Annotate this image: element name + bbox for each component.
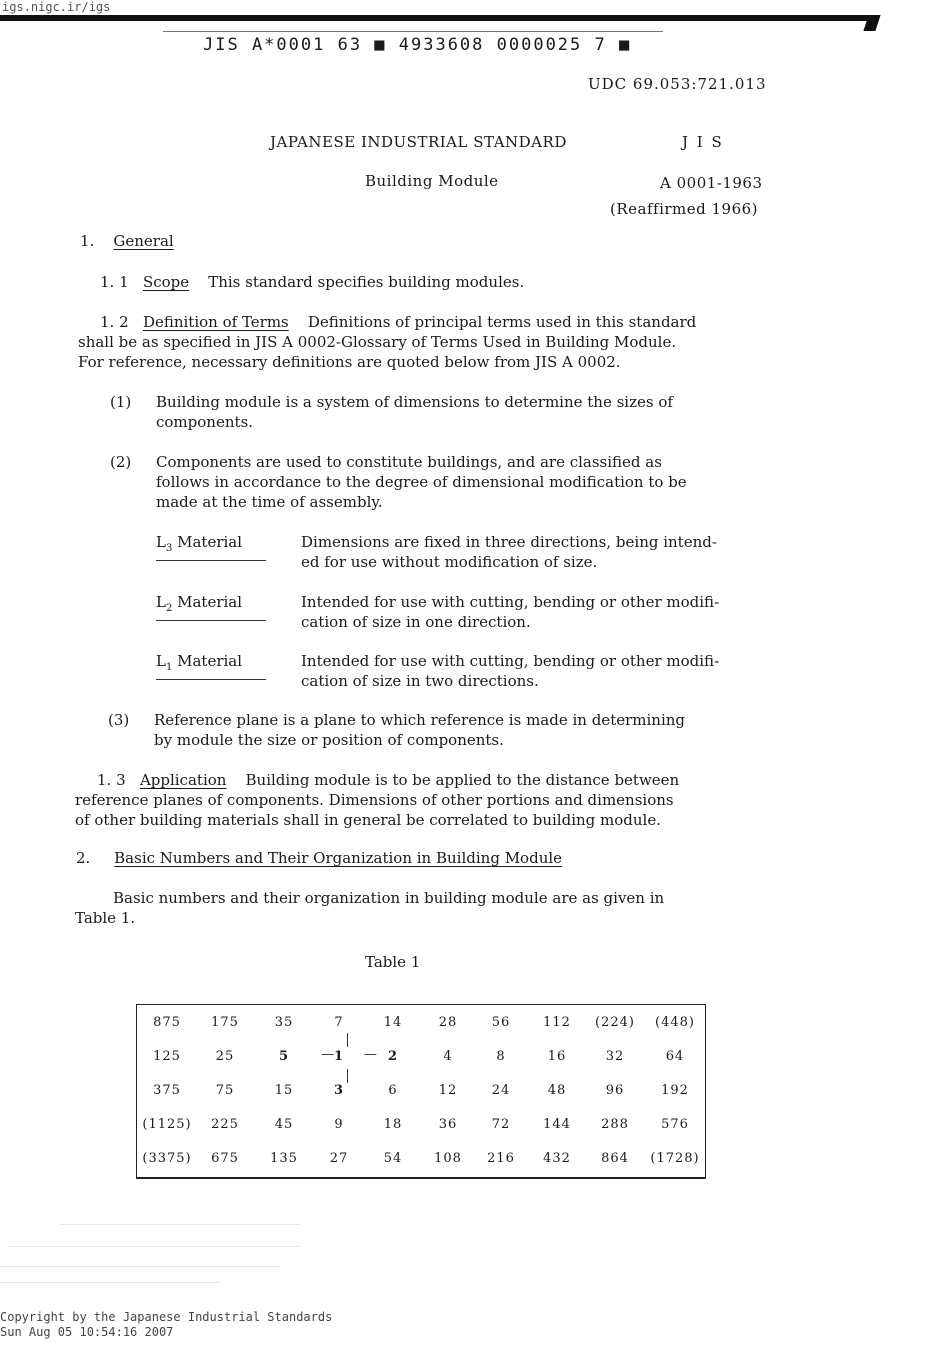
table-cell: 9 [334,1116,344,1132]
definition-1-number: (1) [110,393,132,411]
subsection-1-2-line-3: For reference, necessary definitions are quoted below from JIS A 0002. [78,353,621,371]
subsection-1-2-line-1: Definitions of principal terms used in this standard [307,313,697,331]
table-cell: 45 [274,1116,294,1132]
table-cell: 16 [547,1048,567,1064]
jis-mark: J I S [682,133,724,151]
definition-3-line-2: by module the size or position of components. [154,731,504,749]
material-l3-label: $L_3$ Material [156,532,266,561]
table-cell: (448) [655,1014,695,1030]
subsection-1-3-line-2: reference planes of components. Dimensions of other portions and dimensions [75,791,674,809]
table-cell: 27 [329,1150,349,1166]
table-cell: 144 [543,1116,571,1132]
source-url: igs.nigc.ir/igs [2,0,111,14]
definition-1 [110,392,800,432]
definition-2-line-2: follows in accordance to the degree of dimensional modification to be [156,473,687,491]
definition-2 [110,452,800,512]
table-row [137,1107,705,1141]
material-l2 [156,592,806,632]
subsection-1-3 [75,770,800,830]
material-l1-label: $L_1$ Material [156,651,266,680]
subsection-1-3-number: 1. 3 [97,771,126,789]
section-1-title: General [113,232,174,250]
table-cell: 216 [487,1150,515,1166]
subsection-1-2-title: Definition of Terms [142,313,289,331]
definition-2-line-3: made at the time of assembly. [156,493,383,511]
table-cell: 15 [274,1082,294,1098]
table-cell: 96 [605,1082,625,1098]
definition-2-number: (2) [110,453,132,471]
table-row [137,1005,705,1039]
table-cell: 6 [388,1082,398,1098]
definition-3-number: (3) [108,711,130,729]
definition-2-line-1: Components are used to constitute buildings, and are classified as [156,453,662,471]
doc-title: Building Module [365,172,499,190]
table-caption: Table 1 [365,953,421,971]
definition-1-line-1: Building module is a system of dimensions to determine the sizes of [156,393,673,411]
table-cell: 8 [496,1048,506,1064]
table-cell: (224) [595,1014,635,1030]
scan-artifact-line [60,1224,300,1225]
table-cell: 875 [153,1014,181,1030]
table-cell: 64 [665,1048,685,1064]
section-1-number: 1. [80,232,95,250]
definition-1-line-2: components. [156,413,253,431]
table-cell: 12 [438,1082,458,1098]
table-cell: 28 [438,1014,458,1030]
table-cell: 4 [443,1048,453,1064]
doc-number: A 0001-1963 [660,174,763,192]
section-2-body [75,888,800,928]
udc-number: UDC 69.053:721.013 [588,75,767,93]
section-1-heading [80,231,174,251]
material-l1 [156,651,806,691]
table-cell: 192 [661,1082,689,1098]
table-cell: 864 [601,1150,629,1166]
table-cell: 576 [661,1116,689,1132]
table-cell: 75 [215,1082,235,1098]
table-cell: 2 [387,1048,399,1064]
subsection-1-1 [100,272,524,292]
table-cell: 36 [438,1116,458,1132]
standard-title: JAPANESE INDUSTRIAL STANDARD [270,133,567,151]
subsection-1-1-text: This standard specifies building modules. [208,273,525,291]
table-cell: (1728) [650,1150,700,1166]
table-cell: 1 [333,1048,345,1064]
subsection-1-3-title: Application [139,771,227,789]
table-cell: 288 [601,1116,629,1132]
table-cell: 432 [543,1150,571,1166]
table-cell: 175 [211,1014,239,1030]
material-l2-line-1: Intended for use with cutting, bending or other modifi- [301,593,720,611]
table-cell: 54 [383,1150,403,1166]
subsection-1-1-title: Scope [142,273,190,291]
material-l1-line-1: Intended for use with cutting, bending or other modifi- [301,652,720,670]
material-l2-label: $L_2$ Material [156,592,266,621]
subsection-1-2-line-2: shall be as specified in JIS A 0002-Glossary of Terms Used in Building Module. [78,333,677,351]
table-dash-right: — [364,1047,377,1062]
table-cell: 112 [543,1014,571,1030]
top-scan-bar [0,15,876,21]
table-dash-left: — [321,1047,334,1062]
table-cell: 14 [383,1014,403,1030]
subsection-1-2-number: 1. 2 [100,313,129,331]
table-cell: 72 [491,1116,511,1132]
definition-3-line-1: Reference plane is a plane to which reference is made in determining [154,711,686,729]
footer-timestamp: Sun Aug 05 10:54:16 2007 [0,1325,174,1339]
header-rule [163,31,663,32]
section-2-line-2: Table 1. [75,909,136,927]
table-cell: 48 [547,1082,567,1098]
definition-3 [108,710,798,750]
material-l3 [156,532,806,572]
table-cell: 125 [153,1048,181,1064]
table-cell: 375 [153,1082,181,1098]
subsection-1-3-line-3: of other building materials shall in general be correlated to building module. [75,811,661,829]
basic-numbers-grid [137,1005,705,1175]
material-l3-line-2: ed for use without modification of size. [301,553,598,571]
table-connector-bottom [347,1069,348,1083]
material-l2-line-2: cation of size in one direction. [301,613,531,631]
table-cell: 18 [383,1116,403,1132]
table-cell: 135 [270,1150,298,1166]
header-code: JIS A*0001 63 ■ 4933608 0000025 7 ■ [203,35,632,55]
material-l1-line-2: cation of size in two directions. [301,672,539,690]
table-cell: 56 [491,1014,511,1030]
scan-artifact-line [0,1266,280,1267]
material-l3-line-1: Dimensions are fixed in three directions, being intend- [301,533,717,551]
section-2-heading [76,848,562,868]
table-row [137,1073,705,1107]
table-connector-top [347,1033,348,1047]
table-row [137,1141,705,1175]
subsection-1-2 [78,312,803,372]
table-cell: 225 [211,1116,239,1132]
table-cell: (1125) [142,1116,192,1132]
scan-artifact-line [10,1246,300,1247]
section-2-title: Basic Numbers and Their Organization in Building Module [114,849,563,867]
footer-copyright: Copyright by the Japanese Industrial Standards [0,1310,333,1324]
table-cell: 3 [333,1082,345,1098]
basic-numbers-table [136,1004,706,1179]
table-row [137,1039,705,1073]
section-2-line-1: Basic numbers and their organization in building module are as given in [113,889,665,907]
table-cell: 32 [605,1048,625,1064]
table-cell: 675 [211,1150,239,1166]
table-cell: 5 [278,1048,290,1064]
reaffirmed-note: (Reaffirmed 1966) [610,200,759,218]
scan-artifact-line [0,1282,220,1283]
table-cell: 35 [274,1014,294,1030]
subsection-1-3-line-1: Building module is to be applied to the distance between [245,771,680,789]
table-cell: 7 [334,1014,344,1030]
table-cell: 24 [491,1082,511,1098]
section-2-number: 2. [76,849,91,867]
table-cell: 108 [434,1150,462,1166]
table-cell: 25 [215,1048,235,1064]
subsection-1-1-number: 1. 1 [100,273,129,291]
table-cell: (3375) [142,1150,192,1166]
